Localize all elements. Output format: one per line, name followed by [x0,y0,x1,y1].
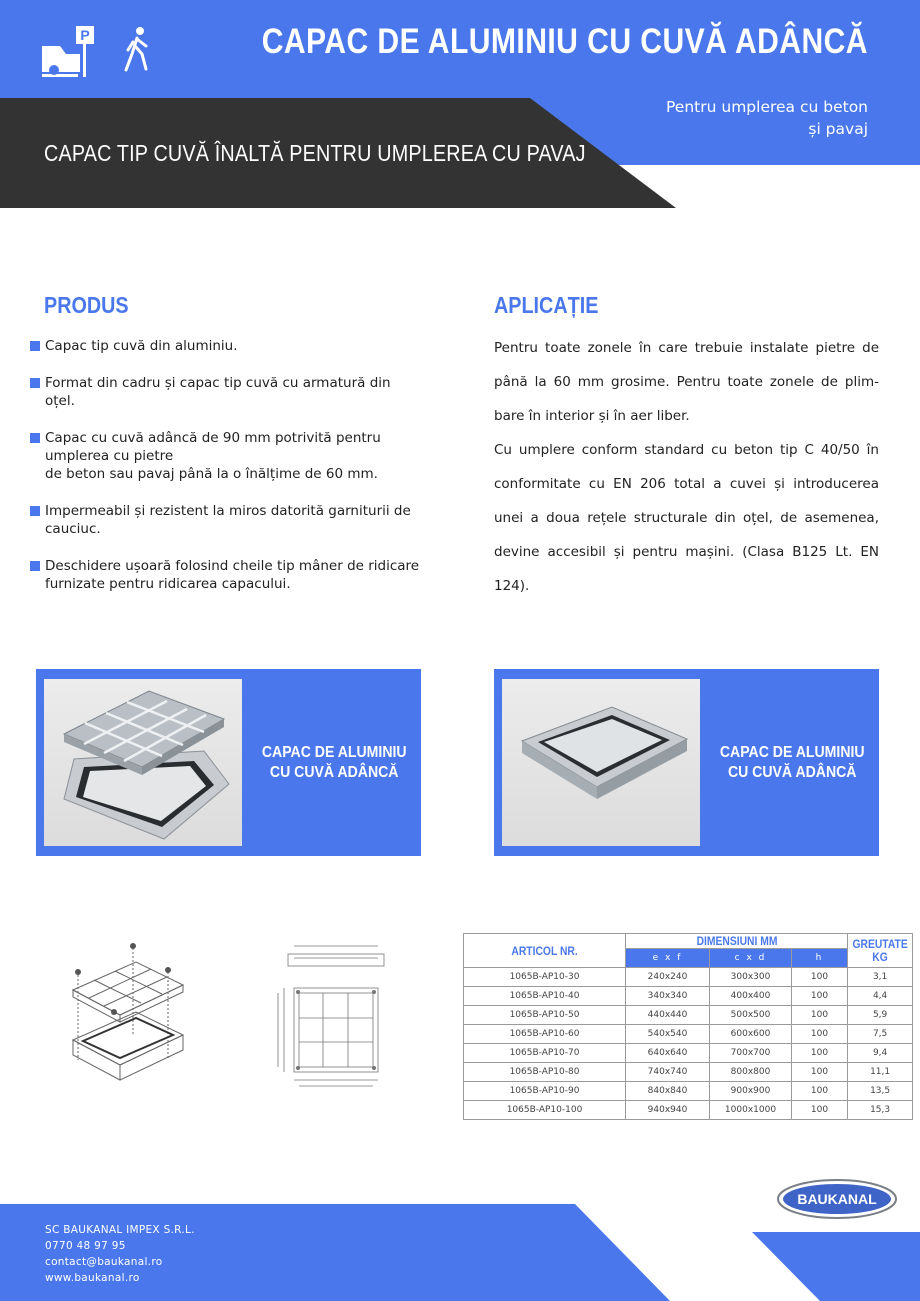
exploded-view-drawing [58,940,198,1090]
website-link[interactable]: www.baukanal.ro [45,1272,140,1284]
feature-list [30,337,440,612]
table-cell: 7,5 [848,1025,913,1044]
footer-contact [45,1222,195,1286]
table-cell: 11,1 [848,1063,913,1082]
table-cell: 100 [792,987,848,1006]
email-address[interactable]: contact@baukanal.ro [45,1256,163,1268]
feature-item: Deschidere ușoară folosind cheile tip mâner de ridicare furnizate pentru ridicarea capacului. [30,557,440,593]
table-cell: 700x700 [710,1044,792,1063]
product-photo-frame [502,679,700,846]
table-row [464,1044,913,1063]
header-cxd: c x d [710,949,792,968]
table-cell: 3,1 [848,968,913,987]
subtitle-line-1: Pentru umplerea cu beton [666,98,868,116]
table-cell: 540x540 [626,1025,710,1044]
table-cell: 740x740 [626,1063,710,1082]
table-cell: 840x840 [626,1082,710,1101]
table-row [464,1101,913,1120]
table-row [464,987,913,1006]
table-cell: 100 [792,1082,848,1101]
specifications-body [464,968,913,1120]
product-card [494,669,879,856]
product-card-label-text: CAPAC DE ALUMINIU CU CUVĂ ADÂNCĂ [261,743,407,781]
feature-item: Capac tip cuvă din aluminiu. [30,337,440,355]
product-card [36,669,421,856]
table-row [464,1025,913,1044]
application-section-title: APLICAȚIE [494,292,599,318]
header-greutate: GREUTATE KG [848,934,913,968]
feature-item: Format din cadru și capac tip cuvă cu armatură din oțel. [30,374,440,410]
band-heading: CAPAC TIP CUVĂ ÎNALTĂ PENTRU UMPLEREA CU PAVAJ [44,140,586,166]
table-row [464,1063,913,1082]
table-cell: 300x300 [710,968,792,987]
phone-number[interactable]: 0770 48 97 95 [45,1240,126,1252]
table-row [464,1006,913,1025]
table-cell: 15,3 [848,1101,913,1120]
table-cell: 1000x1000 [710,1101,792,1120]
table-row [464,968,913,987]
product-card-label [249,669,419,856]
application-paragraph-2: Cu umplere conform standard cu beton tip C 40/50 în conformitate cu EN 206 total a cuvei și introducerea unei a doua rețele structurale din oțel, de asemenea, devine accesibil și pentru mașini. (Clasa B125 Lt. EN 124). [494,442,879,594]
product-card-label [707,669,877,856]
product-photo-cover [44,679,242,846]
table-cell: 1065B-AP10-30 [464,968,626,987]
table-cell: 9,4 [848,1044,913,1063]
company-name: SC BAUKANAL IMPEX S.R.L. [45,1224,195,1236]
specifications-table [463,933,913,1120]
table-cell: 5,9 [848,1006,913,1025]
table-cell: 900x900 [710,1082,792,1101]
table-cell: 100 [792,1025,848,1044]
subtitle-line-2: și pavaj [808,120,868,138]
table-row [464,1082,913,1101]
parking-pedestrian-icon [40,24,170,78]
table-cell: 1065B-AP10-50 [464,1006,626,1025]
table-cell: 640x640 [626,1044,710,1063]
table-cell: 1065B-AP10-40 [464,987,626,1006]
header-dimensiuni: DIMENSIUNI MM [626,934,848,949]
header-exf: e x f [626,949,710,968]
table-cell: 940x940 [626,1101,710,1120]
table-cell: 100 [792,1101,848,1120]
table-cell: 1065B-AP10-90 [464,1082,626,1101]
table-cell: 340x340 [626,987,710,1006]
table-cell: 800x800 [710,1063,792,1082]
technical-drawing [268,940,400,1092]
table-cell: 600x600 [710,1025,792,1044]
header-h: h [792,949,848,968]
table-cell: 100 [792,1063,848,1082]
feature-item: Capac cu cuvă adâncă de 90 mm potrivită pentru umplerea cu pietre de beton sau pavaj până la o înălțime de 60 mm. [30,429,440,483]
product-section-title: PRODUS [44,292,129,318]
table-cell: 13,5 [848,1082,913,1101]
page-title: CAPAC DE ALUMINIU CU CUVĂ ADÂNCĂ [261,22,868,61]
table-cell: 400x400 [710,987,792,1006]
product-card-label-text: CAPAC DE ALUMINIU CU CUVĂ ADÂNCĂ [719,743,865,781]
parking-sign-letter: P [80,27,90,43]
application-paragraph-1: Pentru toate zonele în care trebuie instalate pietre de până la 60 mm grosime. Pentru toate zonele de plim-bare în interior și în aer liber. [494,340,879,424]
table-cell: 100 [792,1044,848,1063]
baukanal-logo [776,1178,898,1220]
application-text [494,331,879,603]
table-cell: 1065B-AP10-100 [464,1101,626,1120]
page-subtitle [608,96,868,140]
header-articol: ARTICOL NR. [464,934,626,968]
logo-text: BAUKANAL [797,1191,877,1207]
table-cell: 1065B-AP10-70 [464,1044,626,1063]
table-cell: 1065B-AP10-60 [464,1025,626,1044]
table-cell: 100 [792,1006,848,1025]
table-cell: 1065B-AP10-80 [464,1063,626,1082]
table-cell: 4,4 [848,987,913,1006]
table-cell: 100 [792,968,848,987]
table-cell: 240x240 [626,968,710,987]
table-cell: 440x440 [626,1006,710,1025]
table-cell: 500x500 [710,1006,792,1025]
feature-item: Impermeabil și rezistent la miros datorită garniturii de cauciuc. [30,502,440,538]
